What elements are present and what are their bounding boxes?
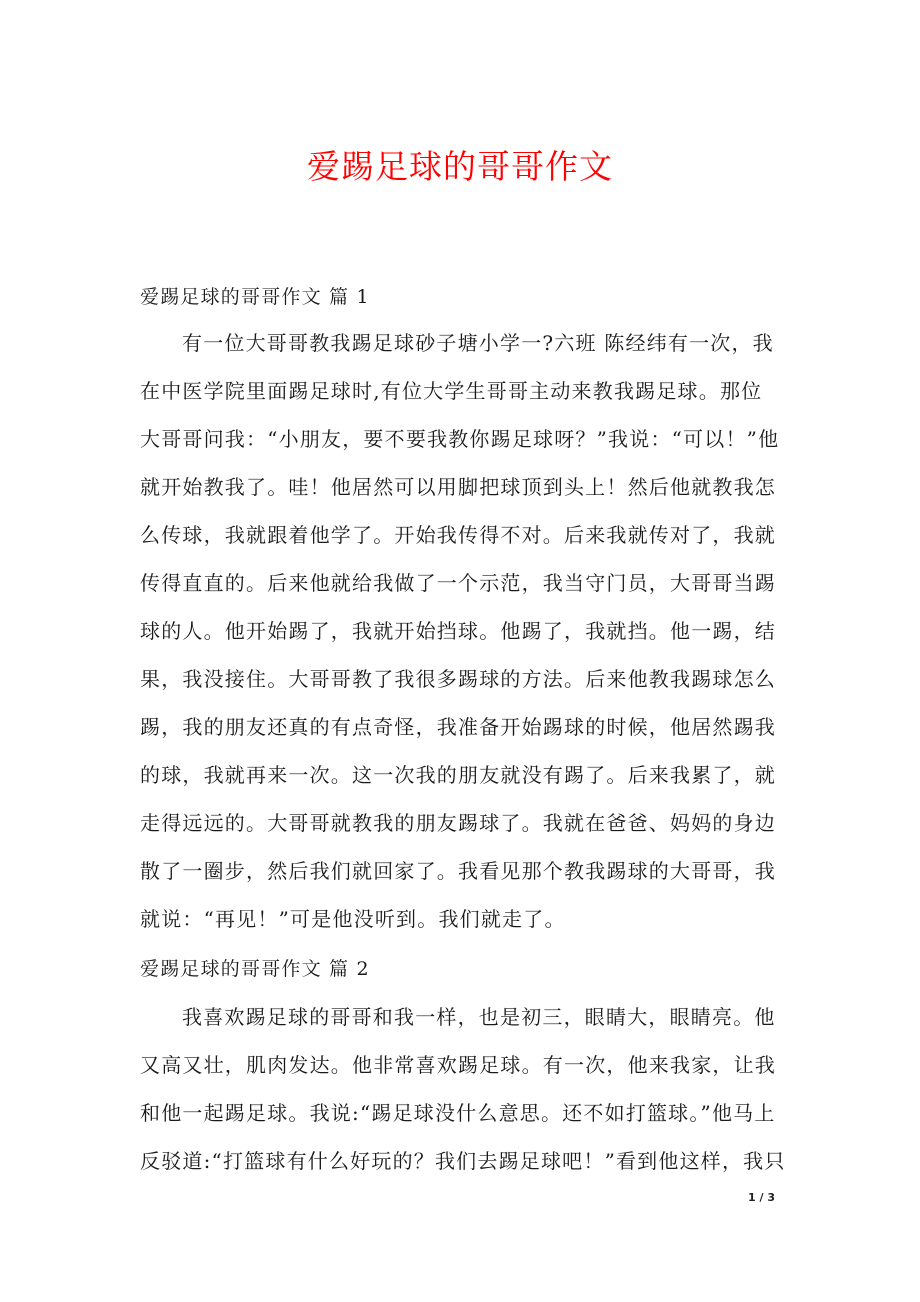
paragraph-line: 和他一起踢足球。我说:“踢足球没什么意思。还不如打篮球。”他马上 [140,1101,776,1125]
paragraph-line: 踢，我的朋友还真的有点奇怪，我准备开始踢球的时候，他居然踢我 [140,715,776,739]
paragraph-line: 么传球，我就跟着他学了。开始我传得不对。后来我就传对了，我就 [140,523,776,547]
paragraph-line: 大哥哥问我：“小朋友，要不要我教你踢足球呀？”我说：“可以！”他 [140,427,780,451]
paragraph-line: 散了一圈步，然后我们就回家了。我看见那个教我踢球的大哥哥，我 [140,859,776,883]
paragraph-line: 我喜欢踢足球的哥哥和我一样，也是初三，眼睛大，眼睛亮。他 [182,1005,776,1029]
section-heading-1: 爱踢足球的哥哥作文 篇 1 [140,286,370,308]
paragraph-line: 就开始教我了。哇！他居然可以用脚把球顶到头上！然后他就教我怎 [140,475,776,499]
page-number: 1 / 3 [748,1191,775,1204]
paragraph-line: 果，我没接住。大哥哥教了我很多踢球的方法。后来他教我踢球怎么 [140,667,776,691]
paragraph-line: 有一位大哥哥教我踢足球砂子塘小学一?六班 陈经纬有一次，我 [182,331,774,355]
section-heading-2: 爱踢足球的哥哥作文 篇 2 [140,958,370,980]
paragraph-line: 的球，我就再来一次。这一次我的朋友就没有踢了。后来我累了，就 [140,763,776,787]
paragraph-line: 在中医学院里面踢足球时,有位大学生哥哥主动来教我踢足球。那位 [140,379,763,403]
paragraph-line: 走得远远的。大哥哥就教我的朋友踢球了。我就在爸爸、妈妈的身边 [140,811,776,835]
paragraph-line: 又高又壮，肌肉发达。他非常喜欢踢足球。有一次，他来我家，让我 [140,1053,776,1077]
document-title: 爱踢足球的哥哥作文 [307,147,613,186]
paragraph-line: 反驳道:“打篮球有什么好玩的？我们去踢足球吧！”看到他这样，我只 [140,1149,786,1173]
paragraph-line: 球的人。他开始踢了，我就开始挡球。他踢了，我就挡。他一踢，结 [140,619,776,643]
paragraph-line: 传得直直的。后来他就给我做了一个示范，我当守门员，大哥哥当踢 [140,571,776,595]
paragraph-line: 就说：“再见！”可是他没听到。我们就走了。 [140,907,566,931]
